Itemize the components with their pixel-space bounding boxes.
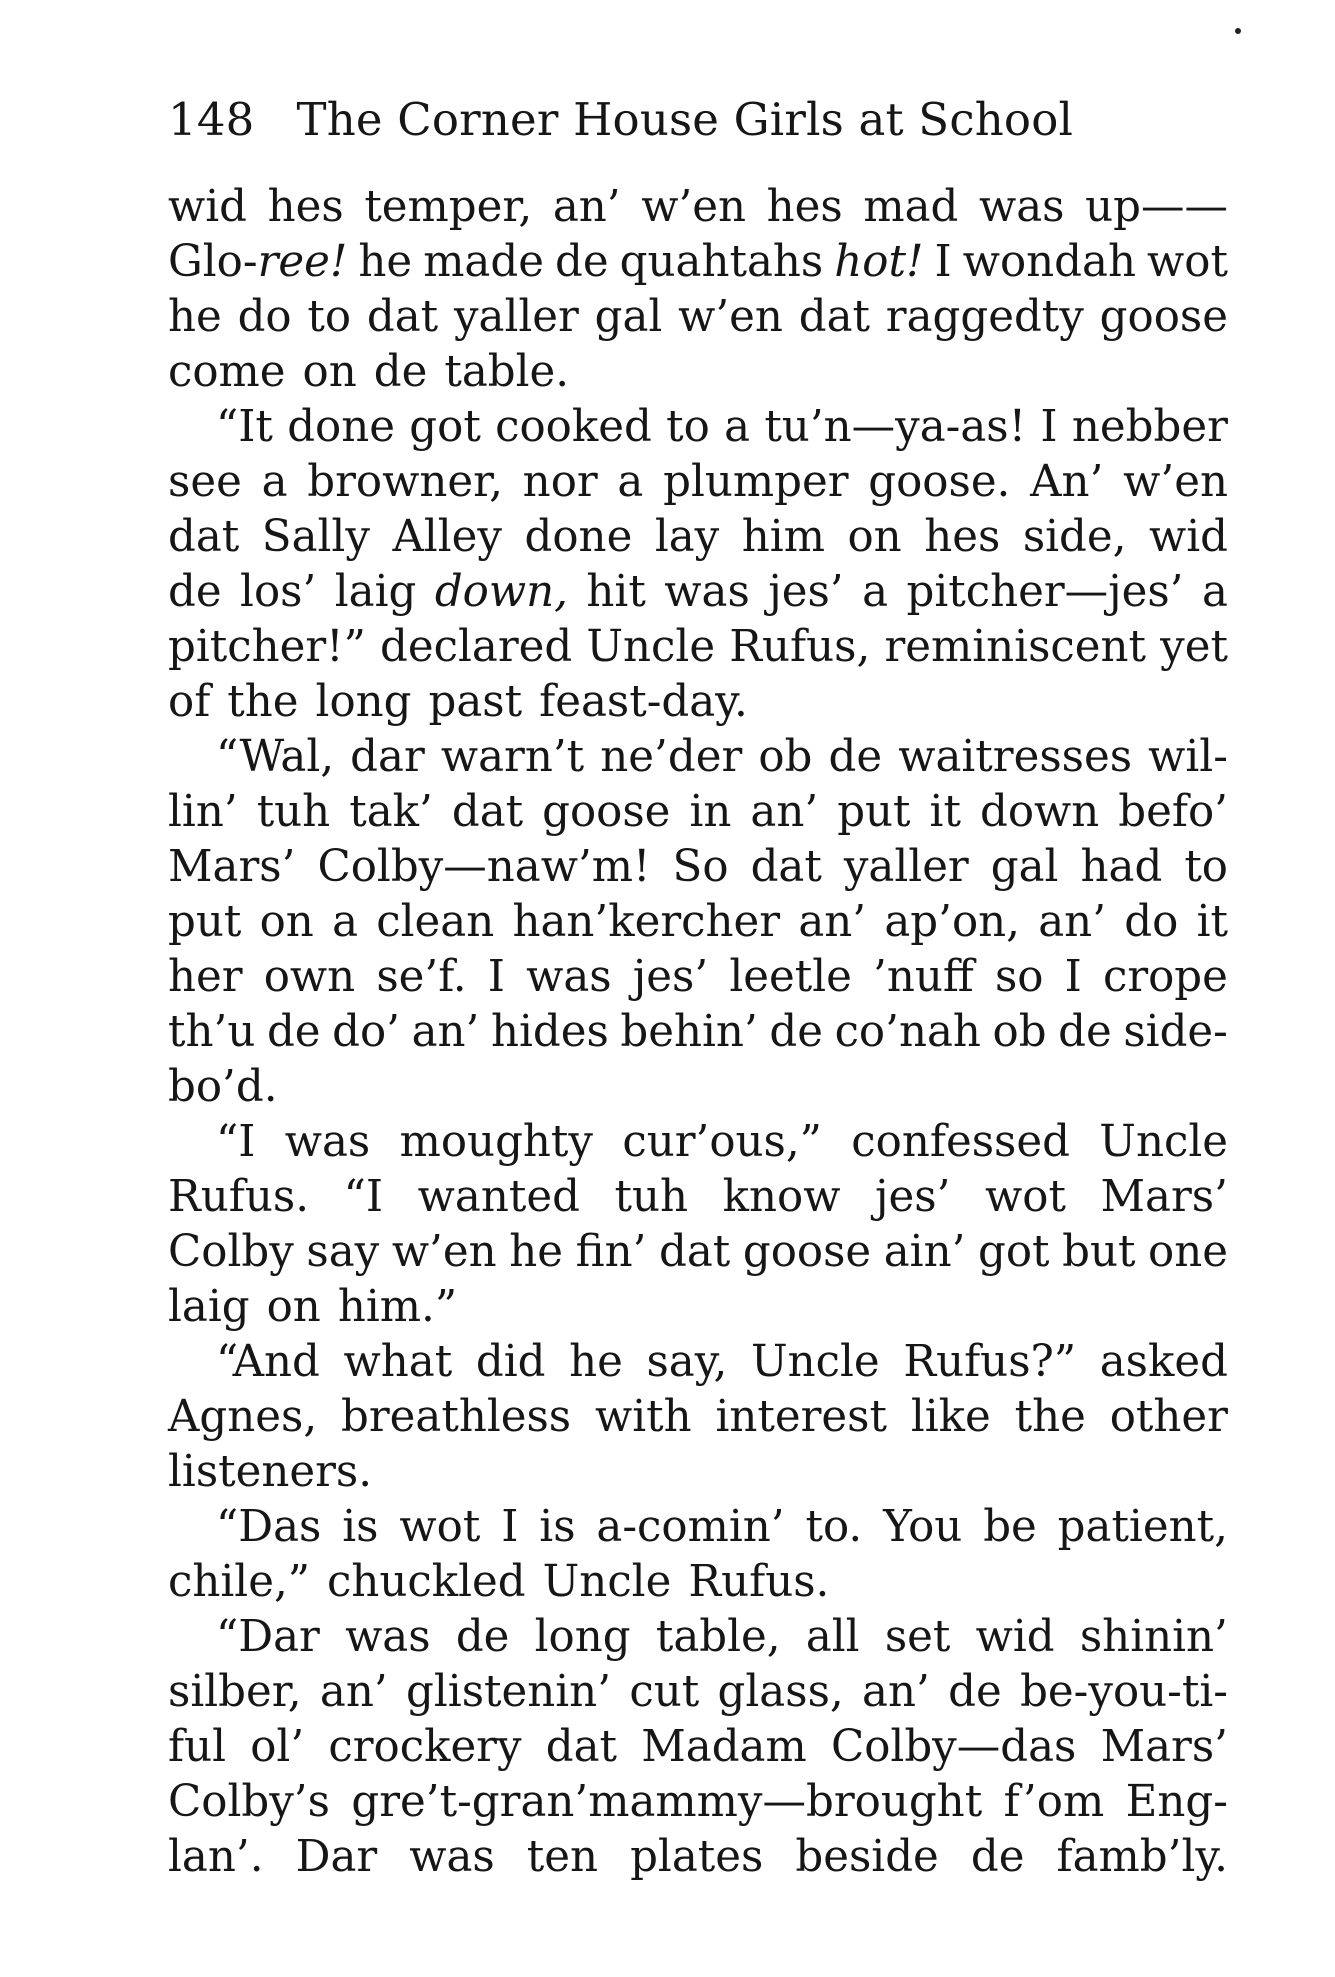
word: lan’. <box>168 1832 264 1882</box>
word: moughty <box>399 1117 593 1167</box>
word: Colby <box>168 1227 294 1277</box>
word: Uncle <box>586 622 716 672</box>
word: ten <box>526 1832 599 1882</box>
word: de <box>1058 1007 1112 1057</box>
word: in <box>689 787 732 837</box>
word: but <box>1062 1227 1136 1277</box>
text-line <box>168 1335 1228 1390</box>
word: side- <box>1123 1007 1228 1057</box>
word: glass, <box>717 1667 844 1717</box>
word: one <box>1148 1227 1228 1277</box>
word: wid <box>168 182 247 232</box>
word: clean <box>376 897 495 947</box>
text-line <box>168 785 1228 840</box>
word: Uncle <box>542 1557 672 1607</box>
word: to <box>1184 842 1228 892</box>
text-line <box>168 235 1228 290</box>
word: w’en <box>678 292 783 342</box>
text-line <box>168 1775 1228 1830</box>
word: hes <box>924 512 1001 562</box>
text-line <box>168 290 1228 345</box>
word: a-comin’ <box>596 1502 785 1552</box>
word: yet <box>1160 622 1228 672</box>
word: behin’ <box>620 1007 758 1057</box>
word: hides <box>490 1007 609 1057</box>
word: ap’on, <box>884 897 1020 947</box>
word: a <box>862 567 889 617</box>
text-line <box>168 180 1228 235</box>
word: set <box>884 1612 951 1662</box>
word: mad <box>863 182 959 232</box>
word: it <box>929 787 961 837</box>
text-line <box>168 950 1228 1005</box>
word: de <box>266 1007 321 1057</box>
word: own <box>263 952 356 1002</box>
word: cur’ous,” <box>622 1117 822 1167</box>
word: was <box>664 567 750 617</box>
word: with <box>594 1392 692 1442</box>
word: table. <box>444 347 570 397</box>
word: “I <box>343 1172 384 1222</box>
word: waitresses <box>898 732 1133 782</box>
word: say, <box>646 1337 728 1387</box>
word: a <box>724 402 751 452</box>
word: ful <box>168 1722 227 1772</box>
word: browner, <box>307 457 503 507</box>
word: confessed <box>851 1117 1070 1167</box>
word: nor <box>522 457 598 507</box>
word: dat <box>366 292 439 342</box>
word: w’en <box>391 1227 497 1277</box>
word: reminiscent <box>884 622 1146 672</box>
word: tuh <box>614 1172 689 1222</box>
word: Sally <box>261 512 370 562</box>
word: put <box>837 787 911 837</box>
word: nebber <box>1071 402 1228 452</box>
word: befo’ <box>1118 787 1228 837</box>
word: goose <box>742 1227 872 1277</box>
page-number: 148 <box>168 93 255 146</box>
word: “Wal, <box>216 732 335 782</box>
word: patient, <box>1057 1502 1228 1552</box>
word: leetle <box>729 952 852 1002</box>
word: jes’ <box>632 952 709 1002</box>
word: on <box>266 1282 321 1332</box>
text-line <box>168 1060 1228 1115</box>
word: do <box>1124 897 1179 947</box>
word: Rufus. <box>168 1172 310 1222</box>
word: him <box>741 512 825 562</box>
word: long <box>534 1612 631 1662</box>
word: de <box>970 1832 1025 1882</box>
word: be <box>983 1502 1037 1552</box>
word: de <box>769 1007 823 1057</box>
word: Rufus, <box>729 622 871 672</box>
word: dar <box>350 732 425 782</box>
word: temper, <box>364 182 533 232</box>
word: w’en <box>641 182 747 232</box>
word: an’ <box>798 897 867 947</box>
word: hot! <box>834 237 924 287</box>
word: pitcher!” <box>168 622 366 672</box>
text-line <box>168 1390 1228 1445</box>
word: de <box>828 732 883 782</box>
word: got <box>409 402 481 452</box>
word: cut <box>629 1667 700 1717</box>
word: f’om <box>1003 1777 1105 1827</box>
word: de <box>373 347 428 397</box>
word: listeners. <box>168 1447 373 1497</box>
word: Agnes, <box>168 1392 318 1442</box>
word: say <box>306 1227 380 1277</box>
word: he <box>168 292 222 342</box>
word: was <box>345 1612 431 1662</box>
running-head <box>168 88 1224 152</box>
word: did <box>475 1337 546 1387</box>
word: long <box>315 677 412 727</box>
word: yaller <box>843 842 969 892</box>
word: I <box>1040 402 1058 452</box>
word: w’en <box>1123 457 1228 507</box>
word: crope <box>1102 952 1228 1002</box>
word: wot <box>985 1172 1066 1222</box>
word: all <box>805 1612 860 1662</box>
word: the <box>1014 1392 1086 1442</box>
word: shinin’ <box>1079 1612 1228 1662</box>
word: Uncle <box>750 1337 880 1387</box>
word: hes <box>766 182 843 232</box>
word: Colby’s <box>168 1777 330 1827</box>
word: laig <box>168 1282 250 1332</box>
text-line <box>168 1830 1228 1885</box>
word: dat <box>659 1227 731 1277</box>
word: lay <box>654 512 720 562</box>
word: an’ <box>411 1007 480 1057</box>
word: So <box>672 842 729 892</box>
word: to <box>307 292 352 342</box>
word: “Das <box>216 1502 322 1552</box>
word: see <box>168 457 242 507</box>
word: an’ <box>862 1667 930 1717</box>
word: hit <box>586 567 646 617</box>
word: ob <box>992 1007 1047 1057</box>
word: fin’ <box>575 1227 647 1277</box>
word: silber, <box>168 1667 302 1717</box>
word: Uncle <box>1099 1117 1228 1167</box>
word: wondah <box>962 237 1136 287</box>
text-line <box>168 1225 1228 1280</box>
word: wid <box>1148 512 1228 562</box>
word: gal <box>990 842 1059 892</box>
text-line <box>168 510 1228 565</box>
word: dat <box>545 1722 618 1772</box>
word: be-you-ti- <box>1020 1667 1228 1717</box>
word: plumper <box>663 457 849 507</box>
word: was <box>409 1832 495 1882</box>
word: wanted <box>417 1172 580 1222</box>
word: was <box>284 1117 371 1167</box>
text-line <box>168 1280 1228 1335</box>
word: jes’ <box>875 1172 951 1222</box>
word: he <box>358 237 413 287</box>
text-line <box>168 1115 1228 1170</box>
word: Rufus. <box>688 1557 830 1607</box>
word: Colby—das <box>830 1722 1077 1772</box>
word: glistenin’ <box>406 1667 612 1717</box>
word: han’kercher <box>512 897 781 947</box>
word: “And <box>216 1337 320 1387</box>
word: was <box>526 952 612 1002</box>
word: him.” <box>337 1282 458 1332</box>
word: “I <box>216 1117 256 1167</box>
word: gal <box>594 292 663 342</box>
word: ob <box>758 732 813 782</box>
text-line <box>168 1665 1228 1720</box>
text-line <box>168 1445 1228 1500</box>
word: You <box>883 1502 963 1552</box>
word: beside <box>795 1832 939 1882</box>
word: jes’ <box>768 567 844 617</box>
word: a <box>617 457 644 507</box>
word: de <box>455 1612 510 1662</box>
word: goose <box>542 787 671 837</box>
word: was <box>979 182 1065 232</box>
word: do <box>237 292 292 342</box>
word: Mars’ <box>1100 1172 1228 1222</box>
word: to <box>666 402 710 452</box>
word: done <box>524 512 633 562</box>
word: chuckled <box>327 1557 526 1607</box>
word: asked <box>1099 1337 1228 1387</box>
word: tu’n—ya-as! <box>764 402 1027 452</box>
word: se’f. <box>376 952 467 1002</box>
text-line <box>168 1500 1228 1555</box>
word: an’ <box>750 787 819 837</box>
word: co’nah <box>834 1007 981 1057</box>
text-line <box>168 455 1228 510</box>
word: Mars’ <box>1100 1722 1228 1772</box>
word: crockery <box>328 1722 522 1772</box>
word: breathless <box>341 1392 572 1442</box>
word: gre’t-gran’mammy—brought <box>351 1777 983 1827</box>
word: table, <box>655 1612 781 1662</box>
word: Rufus?” <box>903 1337 1077 1387</box>
word: declared <box>380 622 573 672</box>
word: feast-day. <box>539 677 748 727</box>
word: come <box>168 347 286 397</box>
text-line <box>168 400 1228 455</box>
word: know <box>722 1172 841 1222</box>
word: like <box>910 1392 991 1442</box>
word: ’nuff <box>873 952 974 1002</box>
word: lin’ <box>168 787 238 837</box>
text-line <box>168 840 1228 895</box>
word: down, <box>434 567 568 617</box>
word: yaller <box>453 292 579 342</box>
word: goose. <box>868 457 1011 507</box>
word: up—— <box>1085 182 1228 232</box>
word: down <box>979 787 1100 837</box>
word: plates <box>630 1832 764 1882</box>
word: do’ <box>332 1007 400 1057</box>
word: ne’der <box>600 732 743 782</box>
word: is <box>539 1502 576 1552</box>
word: what <box>343 1337 453 1387</box>
word: ain’ <box>883 1227 966 1277</box>
running-title: The Corner House Girls at School <box>296 93 1074 146</box>
text-line <box>168 620 1228 675</box>
word: de <box>555 237 609 287</box>
word: dat <box>168 512 240 562</box>
word: he <box>569 1337 623 1387</box>
word: dat <box>798 292 870 342</box>
word: Eng- <box>1125 1777 1228 1827</box>
word: bo’d. <box>168 1062 278 1112</box>
word: interest <box>715 1392 887 1442</box>
word: he <box>509 1227 563 1277</box>
word: Dar <box>295 1832 378 1882</box>
word: de <box>948 1667 1002 1717</box>
word: made <box>423 237 544 287</box>
word: her <box>168 952 243 1002</box>
word: tak’ <box>349 787 433 837</box>
word: a <box>261 457 288 507</box>
word: of <box>168 677 211 727</box>
word: an’ <box>552 182 621 232</box>
word: Colby—naw’m! <box>317 842 651 892</box>
word: pitcher—jes’ <box>906 567 1184 617</box>
word: dat <box>451 787 524 837</box>
word: th’u <box>168 1007 256 1057</box>
word: cooked <box>495 402 652 452</box>
word: had <box>1080 842 1163 892</box>
text-line <box>168 895 1228 950</box>
word: wot <box>1147 237 1228 287</box>
word: I <box>487 952 505 1002</box>
word: Alley <box>392 512 502 562</box>
text-line <box>168 1720 1228 1775</box>
word: hes <box>267 182 344 232</box>
word: side, <box>1022 512 1127 562</box>
word: wot <box>399 1502 481 1552</box>
word: de <box>168 567 222 617</box>
word: wil- <box>1148 732 1228 782</box>
word: Madam <box>641 1722 807 1772</box>
text-line <box>168 1555 1228 1610</box>
word: to. <box>805 1502 863 1552</box>
text-line <box>168 1005 1228 1060</box>
word: chile,” <box>168 1557 311 1607</box>
word: laig <box>334 567 417 617</box>
word: “It <box>216 402 273 452</box>
word: done <box>287 402 395 452</box>
word: an’ <box>319 1667 388 1717</box>
text-line <box>168 730 1228 785</box>
word: other <box>1109 1392 1228 1442</box>
word: raggedty <box>885 292 1084 342</box>
word: so <box>994 952 1044 1002</box>
body-text <box>168 180 1228 1885</box>
word: an’ <box>1038 897 1107 947</box>
word: I <box>1064 952 1082 1002</box>
text-line <box>168 345 1228 400</box>
text-line <box>168 675 1228 730</box>
word: got <box>978 1227 1050 1277</box>
word: ol’ <box>250 1722 305 1772</box>
word: a <box>1201 567 1228 617</box>
word: past <box>428 677 523 727</box>
word: Glo-ree! <box>168 237 348 287</box>
word: warn’t <box>440 732 585 782</box>
word: quahtahs <box>619 237 824 287</box>
word: I <box>934 237 952 287</box>
word: dat <box>750 842 822 892</box>
text-line <box>168 1610 1228 1665</box>
word: put <box>168 897 242 947</box>
word: on <box>302 347 357 397</box>
word: wid <box>975 1612 1055 1662</box>
print-speck <box>1235 28 1241 34</box>
word: los’ <box>240 567 317 617</box>
word: “Dar <box>216 1612 320 1662</box>
word: I <box>501 1502 519 1552</box>
text-line <box>168 565 1228 620</box>
word: on <box>847 512 902 562</box>
word: tuh <box>256 787 331 837</box>
word: a <box>332 897 358 947</box>
word: it <box>1196 897 1228 947</box>
text-line <box>168 1170 1228 1225</box>
word: Mars’ <box>168 842 296 892</box>
word: on <box>259 897 314 947</box>
word: the <box>227 677 299 727</box>
word: is <box>342 1502 379 1552</box>
word: famb’ly. <box>1056 1832 1228 1882</box>
word: goose <box>1099 292 1228 342</box>
word: An’ <box>1030 457 1104 507</box>
